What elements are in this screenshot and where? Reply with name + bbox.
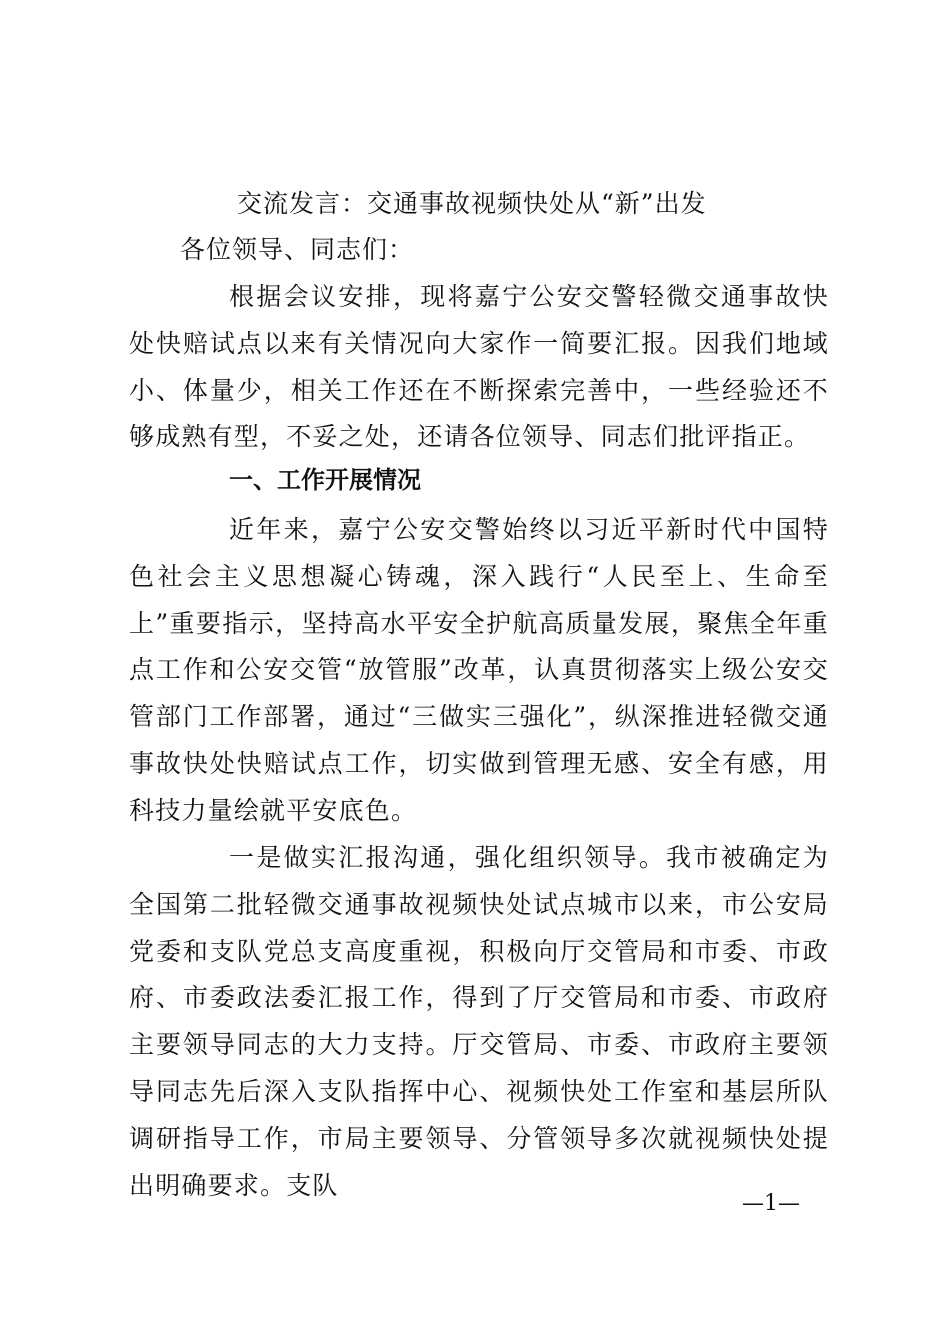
document-title: 交流发言：交通事故视频快处从“新”出发 — [237, 189, 707, 218]
paragraph-point-one: 一是做实汇报沟通，强化组织领导。我市被确定为全国第二批轻微交通事故视频快处试点城市以来，市公安局党委和支队党总支高度重视，积极向厅交管局和市委、市政府、市委政法委汇报工作，得到了厅交管局和市委、市政府主要领导同志的大力支持。厅交管局、市委、市政府主要领导同志先后深入支队指挥中心、视频快处工作室和基层所队调研指导工作，市局主要领导、分管领导多次就视频快处提出明确要求。支队 — [129, 843, 829, 1200]
page-number: —1— — [742, 1191, 800, 1216]
salutation: 各位领导、同志们： — [180, 235, 415, 264]
paragraph-intro: 根据会议安排，现将嘉宁公安交警轻微交通事故快处快赔试点以来有关情况向大家作一简要汇报。因我们地域小、体量少，相关工作还在不断探索完善中，一些经验还不够成熟有型，不妥之处，还请各位领导、同志们批评指正。 — [129, 282, 829, 452]
section-heading: 一、工作开展情况 — [229, 466, 421, 494]
paragraph-overview: 近年来，嘉宁公安交警始终以习近平新时代中国特色社会主义思想凝心铸魂，深入践行“人民至上、生命至上”重要指示，坚持高水平安全护航高质量发展，聚焦全年重点工作和公安交管“放管服”改革，认真贯彻落实上级公安交管部门工作部署，通过“三做实三强化”，纵深推进轻微交通事故快处快赔试点工作，切实做到管理无感、安全有感，用科技力量绘就平安底色。 — [129, 515, 829, 825]
